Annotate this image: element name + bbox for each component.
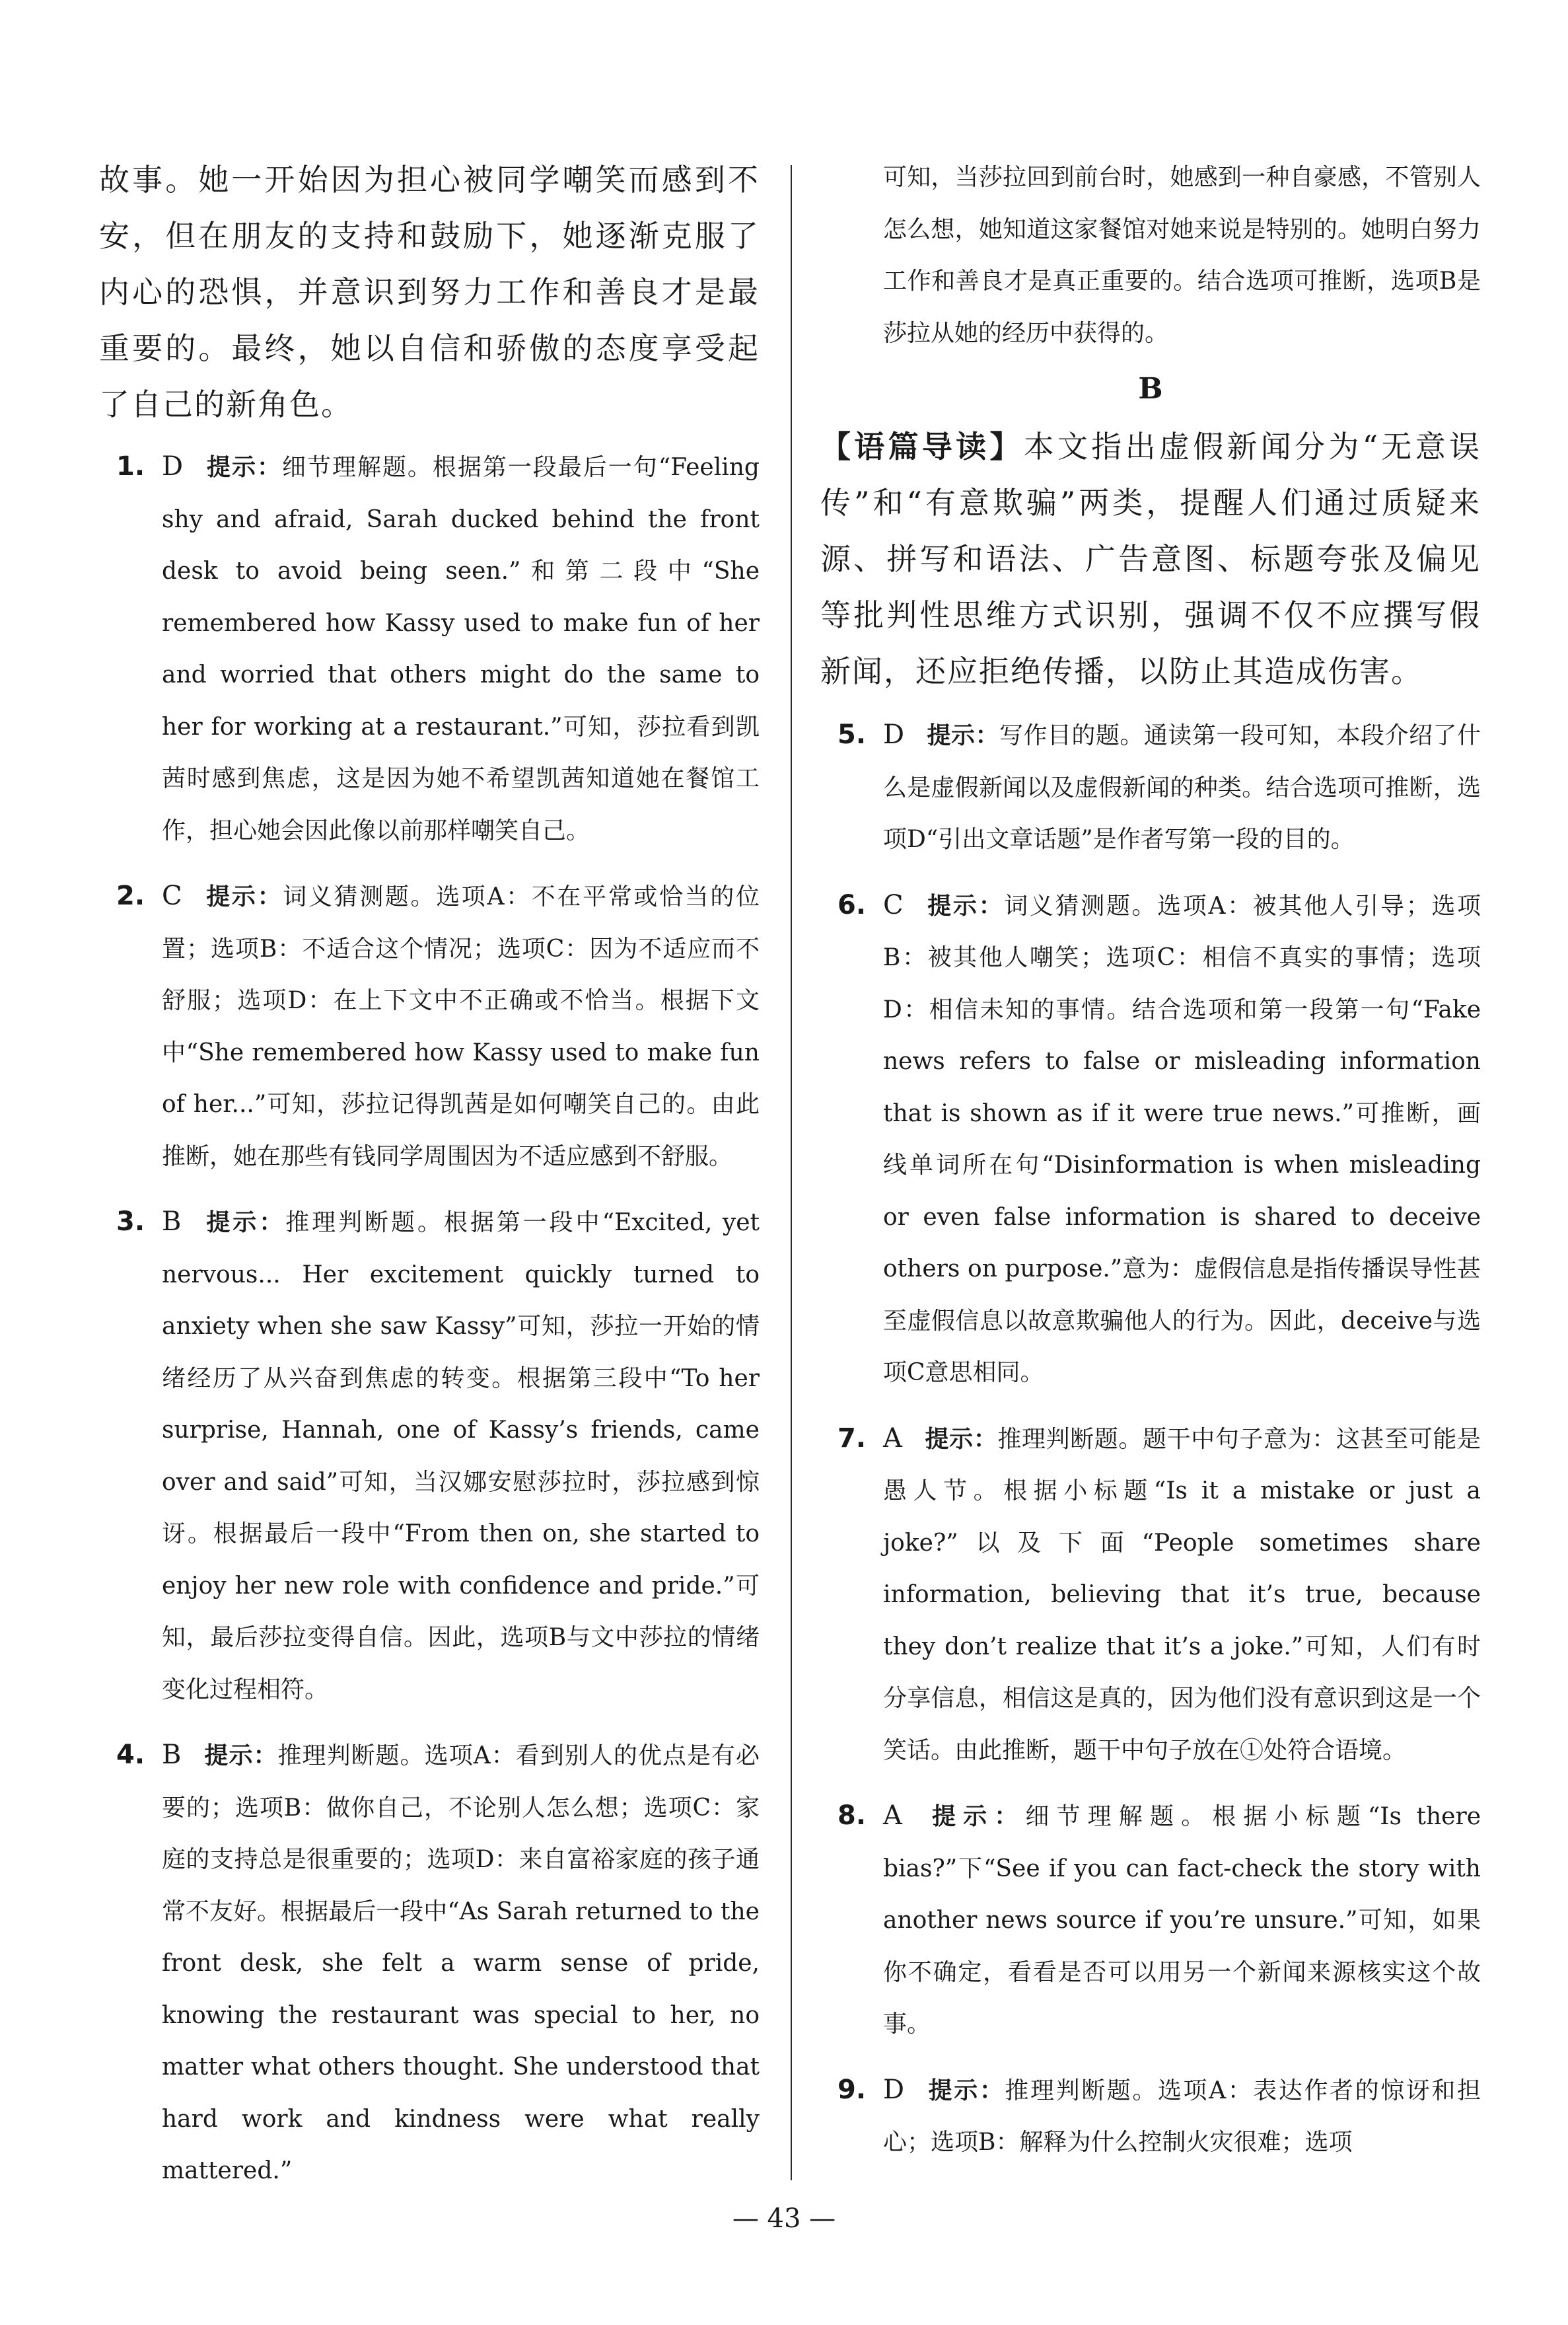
question-item-4 (99, 1729, 760, 2197)
answer-letter: C (162, 881, 182, 911)
question-number: 9. (837, 2074, 867, 2105)
explanation-text: 推理判断题。题干中句子意为：这甚至可能是愚人节。根据小标题“Is it a mistake or just a joke?”以及下面“People sometimes share information, believing that it’s true, because they don’t realize that it’s a joke.”可知，人们有时分享信息，相信这是真的，因为他们没有意识到这是一个笑话。由此推断，题干中句子放在①处符合语境。 (883, 1425, 1481, 1764)
explanation-text: 词义猜测题。选项A：被其他人引导；选项B：被其他人嘲笑；选项C：相信不真实的事情；选项D：相信未知的事情。结合选项和第一段第一句“Fake news refers to false or misleading information that is shown as if it were true news.”可推断，画线单词所在句“Disinformation is when misleading or even false information is shared to deceive others on purpose.”意为：虚假信息是指传播误导性甚至虚假信息以故意欺骗他人的行为。因此，deceive与选项C意思相同。 (883, 892, 1481, 1386)
question-number: 1. (116, 451, 145, 482)
question-item-7 (820, 1413, 1481, 1777)
answer-letter: B (162, 1740, 182, 1770)
question-item-1 (99, 441, 760, 857)
hint-label: 提示： (927, 2077, 1005, 2104)
page-number: — 43 — (732, 2203, 836, 2234)
explanation-text: 词义猜测题。选项A：不在平常或恰当的位置；选项B：不适合这个情况；选项C：因为不适应而不舒服；选项D：在上下文中不正确或不恰当。根据下文中“She remembered how Kassy used to make fun of her...”可知，莎拉记得凯茜是如何嘲笑自己的。由此推断，她在那些有钱同学周围因为不适应感到不舒服。 (162, 883, 760, 1170)
hint-label: 提示： (205, 454, 282, 481)
hint-label: 提示： (925, 892, 1005, 920)
question-number: 6. (837, 889, 867, 920)
section-heading-b: B (1138, 372, 1163, 406)
question-item-6 (820, 879, 1481, 1399)
hint-label: 提示： (924, 1425, 998, 1453)
guide-label: 【语篇导读】 (820, 429, 1024, 464)
answer-letter: D (162, 451, 184, 482)
item4-continuation: 可知，当莎拉回到前台时，她感到一种自豪感，不管别人怎么想，她知道这家餐馆对她来说是特别的。她明白努力工作和善良才是真正重要的。结合选项可推断，选项B是莎拉从她的经历中获得的。 (883, 164, 1481, 347)
left-column (99, 152, 760, 2211)
question-item-3 (99, 1196, 760, 1716)
question-number: 5. (837, 720, 867, 750)
answer-letter: C (883, 889, 904, 920)
hint-label: 提示： (924, 1803, 1026, 1830)
explanation-text: 写作目的题。通读第一段可知，本段介绍了什么是虚假新闻以及虚假新闻的种类。结合选项可推断，选项D“引出文章话题”是作者写第一段的目的。 (883, 722, 1481, 853)
passage-guide (820, 419, 1481, 700)
explanation-text: 推理判断题。根据第一段中“Excited, yet nervous... Her excitement quickly turned to anxiety when she saw Kassy”可知，莎拉一开始的情绪经历了从兴奋到焦虑的转变。根据第三段中“To her surprise, Hannah, one of Kassy’s friends, came over and said”可知，当汉娜安慰莎拉时，莎拉感到惊讶。根据最后一段中“From then on, she started to enjoy her new role with confidence and pride.”可知，最后莎拉变得自信。因此，选项B与文中莎拉的情绪变化过程相符。 (162, 1209, 760, 1703)
answer-letter: B (162, 1206, 182, 1237)
explanation-text: 推理判断题。选项A：看到别人的优点是有必要的；选项B：做你自己，不论别人怎么想；选项C：家庭的支持总是很重要的；选项D：来自富裕家庭的孩子通常不友好。根据最后一段中“As Sarah returned to the front desk, she felt a warm sense of pride, knowing the restaurant was special to her, no matter what others thought. She understood that hard work and kindness were what really mattered.” (162, 1742, 760, 2184)
question-number: 4. (116, 1740, 145, 1770)
guide-text: 本文指出虚假新闻分为“无意误传”和“有意欺骗”两类，提醒人们通过质疑来源、拼写和语法、广告意图、标题夸张及偏见等批判性思维方式识别，强调不仅不应撰写假新闻，还应拒绝传播，以防止其造成伤害。 (820, 429, 1481, 689)
column-divider (791, 165, 792, 2180)
explanation-text: 推理判断题。选项A：表达作者的惊讶和担心；选项B：解释为什么控制火灾很难；选项 (883, 2077, 1481, 2156)
question-item-9 (820, 2064, 1481, 2169)
hint-label: 提示： (203, 1209, 286, 1236)
question-item-5 (820, 709, 1481, 866)
question-item-8 (820, 1790, 1481, 2051)
question-number: 8. (837, 1800, 867, 1831)
question-number: 7. (837, 1422, 867, 1454)
hint-label: 提示： (927, 722, 999, 749)
question-item-2 (99, 870, 760, 1183)
question-number: 2. (116, 881, 145, 911)
hint-label: 提示： (203, 1742, 278, 1769)
story-summary-paragraph: 故事。她一开始因为担心被同学嘲笑而感到不安，但在朋友的支持和鼓励下，她逐渐克服了内心的恐惧，并意识到努力工作和善良才是最重要的。最终，她以自信和骄傲的态度享受起了自己的新角色。 (99, 162, 760, 422)
right-column (820, 152, 1481, 2182)
answer-letter: D (883, 720, 905, 750)
answer-letter: A (883, 1422, 902, 1454)
explanation-text: 细节理解题。根据第一段最后一句“Feeling shy and afraid, Sarah ducked behind the front desk to avoid being seen.”和第二段中“She remembered how Kassy used to make fun of her and worried that others might do the same to her for working at a restaurant.”可知，莎拉看到凯茜时感到焦虑，这是因为她不希望凯茜知道她在餐馆工作，担心她会因此像以前那样嘲笑自己。 (162, 454, 760, 844)
question-number: 3. (116, 1206, 145, 1237)
answer-letter: A (883, 1800, 902, 1831)
answer-letter: D (883, 2074, 905, 2105)
explanation-text: 细节理解题。根据小标题“Is there bias?”下“See if you can fact-check the story with another news source if you’re unsure.”可知，如果你不确定，看看是否可以用另一个新闻来源核实这个故事。 (883, 1803, 1481, 2038)
hint-label: 提示： (204, 883, 283, 910)
